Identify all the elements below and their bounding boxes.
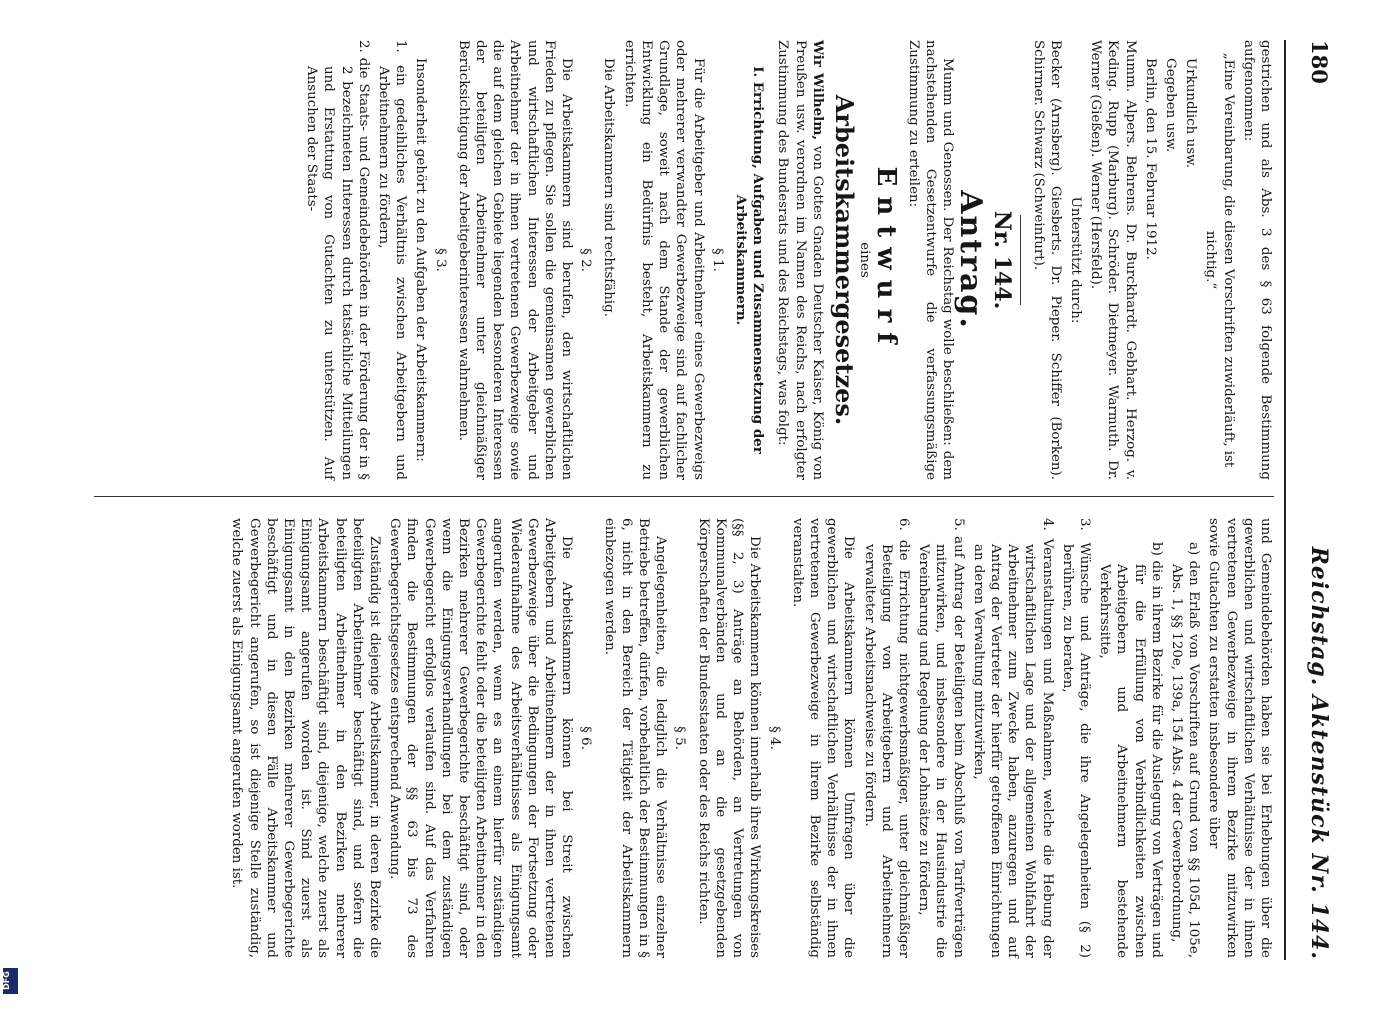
section-3-heading: § 3. xyxy=(432,248,448,272)
section-1-text-2: Die Arbeitskammern sind rechtsfähig. xyxy=(601,58,617,317)
section-3-text: Insonderheit gehört zu den Aufgaben der Arbeitskammern: xyxy=(413,58,429,462)
dfg-logo: DFG xyxy=(3,968,18,994)
running-head: Reichstag. Aktenstück Nr. 144. xyxy=(1306,546,1332,960)
section-4-heading: § 4. xyxy=(766,726,782,750)
preamble-name: Wir Wilhelm, xyxy=(809,40,826,141)
eines: eines xyxy=(857,242,873,278)
section-1-text: Für die Arbeitgeber und Arbeitnehmer eines Gewerbezweigs oder mehrerer verwandter Gewerbezweige sind auf fachlicher Grundlage, soweit nach dem Stande der gewerblichen Entwicklung ein Bedürfnis besteht, Arbeitskammern zu errichten. xyxy=(621,40,706,480)
divider xyxy=(1020,215,1021,305)
section-2-text: Die Arbeitskammern sind berufen, den wirtschaftlichen Frieden zu pflegen. Sie sollen die gemeinsamen gewerblichen und wirtschaftlichen Interessen der Arbeitgeber und Arbeitnehmer der in ihnen vertretenen Gewerbezweige sowie die auf dem gleichen Gebiete liegenden besonderen Interessen der beteiligten Arbeitnehmer unter gleichmäßiger Berücksichtigung der Arbeitgeberinteressen wahrnehmen. xyxy=(455,40,575,480)
section-4-text: Die Arbeitskammern können innerhalb ihres Wirkungskreises (§§ 2, 3) Anträge an Behörden, an Vertretungen von Kommunalverbänden und an die gesetzgebenden Körperschaften der Bundesstaaten oder des Reichs richten. xyxy=(695,518,763,958)
digitization-sidebar xyxy=(0,0,22,1000)
document-number: Nr. 144. xyxy=(989,210,1016,310)
section-6-text-2: Zuständig ist diejenige Arbeitskammer, in deren Bezirke die beteiligten Arbeitnehmer beschäftigt sind, und sofern die beteiligten Arbeitnehmer in den Bezirken mehrerer Arbeitskammern beschäftigt sind, diejenige, welche zuerst als Einigungsamt angerufen worden ist. Sind zuerst als Einigungsamt in den Bezirken mehrerer Gewerbegerichte beschäftigt und in diesen Fälle Arbeitskammer und Gewerbegericht angerufen, so ist diejenige Stelle zuständig, welche zuerst als Einigungsamt angerufen worden ist. xyxy=(229,518,383,958)
section-6-heading: § 6. xyxy=(578,726,594,750)
item-3: 3. Wünsche und Anträge, die ihre Angelegenheiten (§ 2) berühren, zu beraten, xyxy=(1059,518,1092,958)
item-5: 5. auf Antrag der Beteiligten beim Abschluß von Tarifverträgen mitzuwirken, und insbesondere in der Hausindustrie die Vereinbarung und Regelung der Lohnsätze zu fördern, xyxy=(916,518,966,958)
section-5-text: Angelegenheiten, die lediglich die Verhältnisse einzelner Betriebe betreffen, dürfen, vorbehaltlich der Bestimmungen in § 6, nicht in den Bereich der Tätigkeit der Arbeitskammern einbezogen werden. xyxy=(601,518,669,958)
part-heading: I. Errichtung, Aufgaben und Zusammensetzung der Arbeitskammern. xyxy=(732,66,767,454)
section-3-item-1: 1. ein gedeihliches Verhältnis zwischen Arbeitgebern und Arbeitnehmern zu fördern, xyxy=(376,40,409,480)
intro-text: gestrichen und als Abs. 3 des § 63 folgende Bestimmung aufgenommen: xyxy=(1240,40,1273,480)
page-number: 180 xyxy=(1307,40,1332,84)
gegeben: Gegeben usw. xyxy=(1162,58,1178,153)
entwurf-title: Entwurf xyxy=(871,166,902,354)
signatories-main: Mumm. Alpers. Behrens. Dr. Burckhardt. Gebhart. Herzog. v. Keding. Rupp (Marburg). Schröder. Dietmeyer. Warmuth. Dr. Werner (Gießen). Werner (Hersfeld). xyxy=(1088,40,1138,480)
urkundlich: Urkundlich usw. xyxy=(1183,58,1199,169)
section-2-heading: § 2. xyxy=(578,248,594,272)
antrag-title: Antrag. xyxy=(953,190,989,330)
item-2a: a) den Erlaß von Vorschriften auf Grund von §§ 105d, 105e, Abs. 1, §§ 120e, 139a, 154 Abs. 4 der Gewerbeordnung, xyxy=(1168,542,1202,958)
antrag-text: Mumm und Genossen. Der Reichstag wolle beschließen: dem nachstehenden Gesetzentwurfe die verfassungsmäßige Zustimmung zu erteilen: xyxy=(905,40,955,480)
continuation-text: und Gemeindebehörden haben sie bei Erhebungen über die gewerblichen und wirtschaftlichen Verhältnisse der in ihnen vertretenen Gewerbezweige in ihrem Bezirke mitzuwirken sowie Gutachten zu erstatten insbesondere über xyxy=(1206,518,1273,958)
column-divider xyxy=(94,496,1274,497)
signatories-supporting: Becker (Arnsberg). Giesberts. Dr. Pieper. Schiffer (Borken). Schirmer. Schwarz (Schweinfurt). xyxy=(1030,40,1063,480)
section-1-heading: § 1. xyxy=(709,248,725,272)
item-2b: b) die in ihrem Bezirke für die Auslegung von Verträgen und für die Erfüllung von Verbindlichkeiten zwischen Arbeitgebern und Arbeitnehmern bestehende Verkehrssitte, xyxy=(1097,542,1164,958)
supported-by: Unterstützt durch: xyxy=(1067,196,1083,324)
preamble-text: von Gottes Gnaden Deutscher Kaiser, König von Preußen usw. verordnen im Namen des Reichs, nach erfolgter Zustimmung des Bundesrats und des Reichstags, was folgt: xyxy=(775,40,825,480)
section-6-text: Die Arbeitskammern können bei Streit zwischen Arbeitgebern und Arbeitnehmern der in ihnen vertretenen Gewerbezweige über die Bedingungen der Fortsetzung oder Wiederaufnahme des Arbeitsverhältnisses als Einigungsamt angerufen werden, wenn es an einem hierfür zuständigen Gewerbegerichte fehlt oder die beteiligten Arbeitnehmer in den Bezirken mehrerer Gewerbegerichte beschäftigt sind, oder wenn die Einigungsverhandlungen bei dem zuständigen Gewerbegericht erfolglos verlaufen sind. Auf das Verfahren finden die Bestimmungen der §§ 63 bis 73 des Gewerbegerichtsgesetzes entsprechend Anwendung. xyxy=(387,518,575,958)
law-title: Arbeitskammergesetzes. xyxy=(829,94,859,426)
section-5-heading: § 5. xyxy=(672,726,688,750)
section-3-item-2: 2. die Staats- und Gemeindebehörden in der Förderung der in § 2 bezeichneten Interessen durch tatsächliche Mitteilungen und Erstattung von Gutachten zu unterstützen. Auf Ansuchen der Staats- xyxy=(304,40,371,480)
item-4: 4. Veranstaltungen und Maßnahmen, welche die Hebung der wirtschaftlichen Lage und der allgemeinen Wohlfahrt der Arbeitnehmer zum Zwecke haben, anzuregen und auf Antrag der Vertreter der hierfür getroffenen Einrichtungen an deren Verwaltung mitzuwirken, xyxy=(970,518,1055,958)
item-tail: Die Arbeitskammern können Umfragen über die gewerblichen und wirtschaftlichen Verhältnisse der in ihnen vertretenen Gewerbezweige in ihrem Bezirke selbständig veranstalten. xyxy=(789,518,857,958)
right-column xyxy=(225,518,1274,958)
date-line: Berlin, den 15. Februar 1912. xyxy=(1142,58,1158,260)
left-column xyxy=(300,40,1274,480)
page-header xyxy=(1284,40,1340,960)
item-6: 6. die Errichtung nichtgewerbsmäßiger, unter gleichmäßiger Beteiligung von Arbeitgebern und Arbeitnehmern verwalteter Arbeitsnachweise zu fördern. xyxy=(861,518,911,958)
scanned-page xyxy=(40,0,1340,1000)
quote: „Eine Vereinbarung, die diesen Vorschriften zuwiderläuft, ist nichtig.“ xyxy=(1203,52,1236,468)
